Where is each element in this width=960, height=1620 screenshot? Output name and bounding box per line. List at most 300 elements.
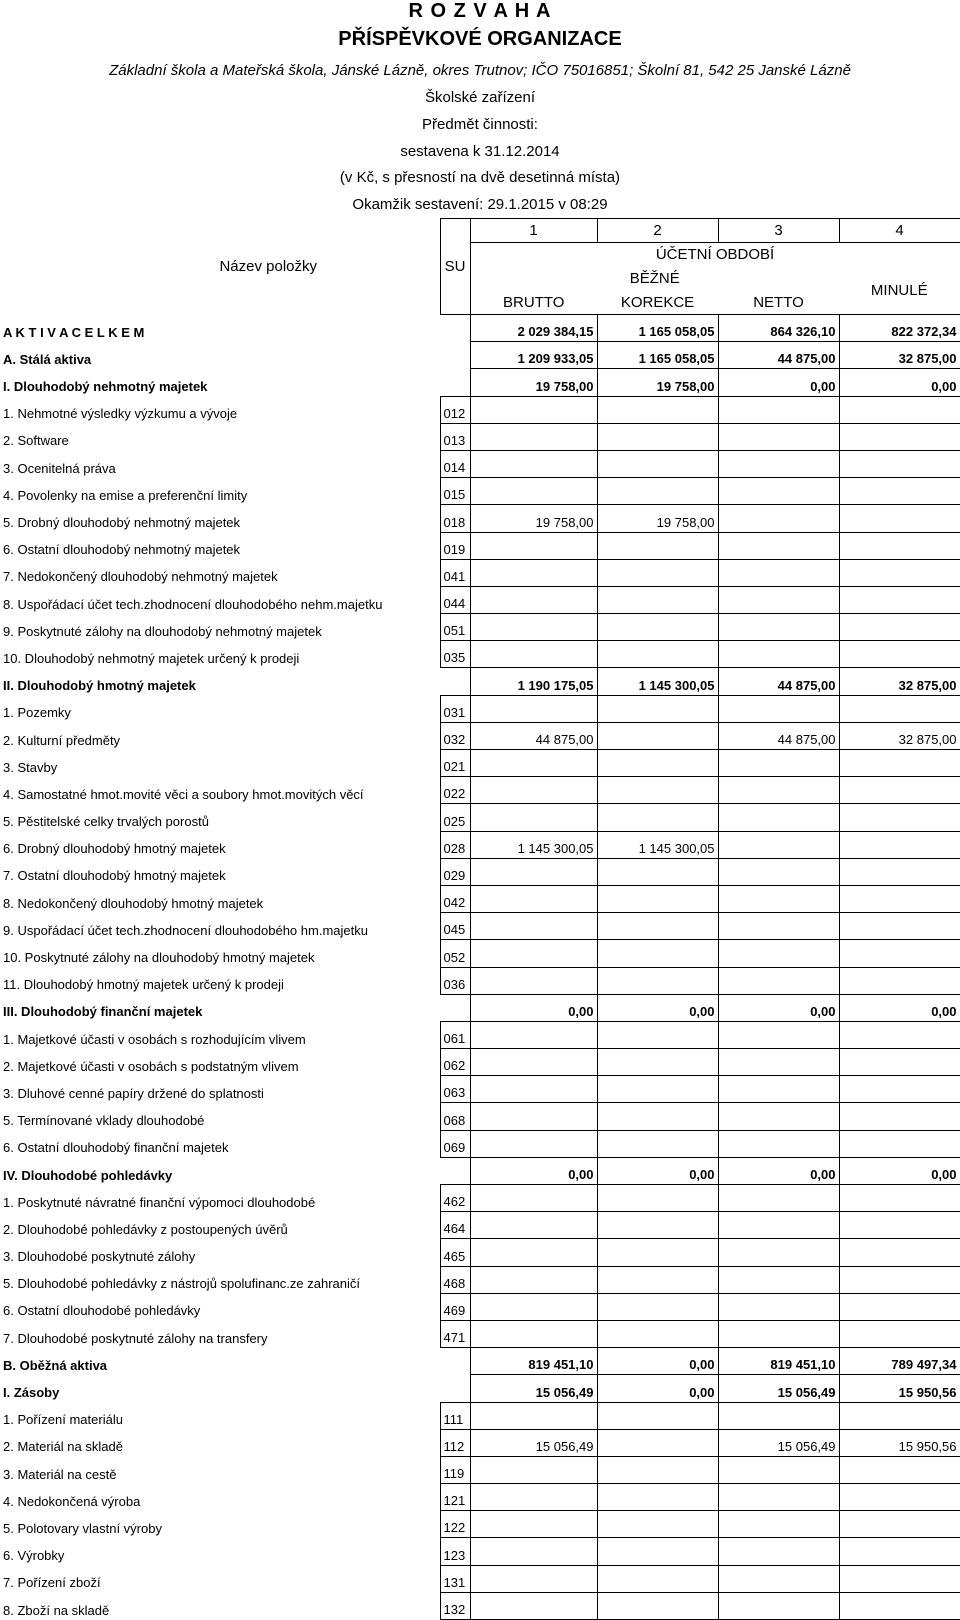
row-brutto <box>470 423 597 450</box>
row-name: B. Oběžná aktiva <box>3 1357 108 1373</box>
row-korekce: 0,00 <box>597 994 718 1021</box>
row-name: I. Dlouhodobý nehmotný majetek <box>3 379 208 395</box>
table-row <box>0 668 960 695</box>
row-su: 019 <box>440 532 470 559</box>
row-minule: 15 950,56 <box>839 1375 960 1402</box>
row-netto <box>718 804 839 831</box>
row-brutto: 1 209 933,05 <box>470 342 597 369</box>
row-korekce: 1 165 058,05 <box>597 315 718 342</box>
column-number-3: 3 <box>718 219 839 243</box>
row-minule: 32 875,00 <box>839 668 960 695</box>
row-su: 028 <box>440 831 470 858</box>
row-korekce <box>597 1511 718 1538</box>
row-minule <box>839 1130 960 1157</box>
row-korekce: 1 145 300,05 <box>597 831 718 858</box>
row-name: 2. Majetkové účasti v osobách s podstatným vlivem <box>3 1058 299 1074</box>
row-name: 8. Nedokončený dlouhodobý hmotný majetek <box>3 895 264 911</box>
row-brutto <box>470 1185 597 1212</box>
row-brutto <box>470 1565 597 1592</box>
row-brutto <box>470 1592 597 1619</box>
row-netto: 44 875,00 <box>718 668 839 695</box>
row-korekce <box>597 559 718 586</box>
row-minule: 0,00 <box>839 1157 960 1184</box>
row-su: 122 <box>440 1511 470 1538</box>
table-row <box>0 967 960 994</box>
table-row <box>0 1157 960 1184</box>
row-netto <box>718 940 839 967</box>
row-korekce <box>597 1565 718 1592</box>
row-name: 6. Ostatní dlouhodobý nehmotný majetek <box>3 542 241 558</box>
row-minule <box>839 586 960 613</box>
row-brutto <box>470 1293 597 1320</box>
row-name: 6. Ostatní dlouhodobý finanční majetek <box>3 1140 229 1156</box>
row-minule <box>839 1592 960 1619</box>
table-row <box>0 1212 960 1239</box>
row-korekce <box>597 1320 718 1347</box>
table-row <box>0 1429 960 1456</box>
row-su: 035 <box>440 641 470 668</box>
row-name: 2. Dlouhodobé pohledávky z postoupených úvěrů <box>3 1221 288 1237</box>
table-row <box>0 885 960 912</box>
row-minule <box>839 750 960 777</box>
row-name: 8. Uspořádací účet tech.zhodnocení dlouhodobého nehm.majetku <box>3 596 383 612</box>
table-row <box>0 1565 960 1592</box>
row-brutto <box>470 750 597 777</box>
row-minule <box>839 1456 960 1483</box>
table-row <box>0 1076 960 1103</box>
row-netto <box>718 1185 839 1212</box>
row-netto <box>718 1538 839 1565</box>
row-netto <box>718 1320 839 1347</box>
row-minule <box>839 913 960 940</box>
column-number-1: 1 <box>470 219 597 243</box>
table-row <box>0 994 960 1021</box>
row-su: 044 <box>440 586 470 613</box>
row-netto <box>718 695 839 722</box>
row-su: 068 <box>440 1103 470 1130</box>
row-netto <box>718 1592 839 1619</box>
row-minule <box>839 423 960 450</box>
row-korekce <box>597 1130 718 1157</box>
row-netto: 0,00 <box>718 369 839 396</box>
table-row <box>0 831 960 858</box>
row-korekce <box>597 777 718 804</box>
row-korekce <box>597 1049 718 1076</box>
row-netto <box>718 831 839 858</box>
row-brutto: 2 029 384,15 <box>470 315 597 342</box>
table-row <box>0 1320 960 1347</box>
row-name: 5. Termínované vklady dlouhodobé <box>3 1113 205 1129</box>
row-brutto <box>470 532 597 559</box>
row-su: 015 <box>440 478 470 505</box>
row-korekce <box>597 1538 718 1565</box>
row-minule <box>839 777 960 804</box>
row-su: 123 <box>440 1538 470 1565</box>
row-name: 4. Samostatné hmot.movité věci a soubory hmot.movitých věcí <box>3 786 364 802</box>
row-netto <box>718 1103 839 1130</box>
table-row <box>0 804 960 831</box>
row-minule: 32 875,00 <box>839 342 960 369</box>
column-header-korekce: KOREKCE <box>597 291 718 315</box>
row-name: 5. Dlouhodobé pohledávky z nástrojů spolufinanc.ze zahraničí <box>3 1276 361 1292</box>
row-brutto: 44 875,00 <box>470 722 597 749</box>
table-row <box>0 315 960 342</box>
row-su: 112 <box>440 1429 470 1456</box>
row-minule <box>839 1402 960 1429</box>
row-korekce <box>597 967 718 994</box>
row-brutto <box>470 1076 597 1103</box>
row-brutto: 0,00 <box>470 1157 597 1184</box>
row-name: 4. Nedokončená výroba <box>3 1493 141 1509</box>
row-brutto <box>470 559 597 586</box>
row-su <box>440 342 470 369</box>
document-subtitle: PŘÍSPĚVKOVÉ ORGANIZACE <box>338 28 622 50</box>
row-minule: 789 497,34 <box>839 1348 960 1375</box>
row-minule <box>839 1103 960 1130</box>
row-korekce <box>597 1266 718 1293</box>
row-netto <box>718 586 839 613</box>
row-netto <box>718 967 839 994</box>
facility-label: Školské zařízení <box>424 89 536 106</box>
document-title: R O Z V A H A <box>408 0 552 22</box>
table-row <box>0 777 960 804</box>
row-korekce <box>597 1239 718 1266</box>
table-row <box>0 614 960 641</box>
row-minule <box>839 1049 960 1076</box>
row-name: 1. Pořízení materiálu <box>3 1412 123 1428</box>
row-su: 119 <box>440 1456 470 1483</box>
row-name: 3. Stavby <box>3 759 58 775</box>
row-brutto <box>470 614 597 641</box>
row-netto <box>718 641 839 668</box>
row-name: 5. Polotovary vlastní výroby <box>3 1520 162 1536</box>
row-korekce <box>597 1484 718 1511</box>
row-name: 2. Materiál na skladě <box>3 1439 123 1455</box>
row-brutto <box>470 1320 597 1347</box>
table-row <box>0 1239 960 1266</box>
table-row <box>0 586 960 613</box>
row-name: 1. Majetkové účasti v osobách s rozhodujícím vlivem <box>3 1031 306 1047</box>
row-korekce <box>597 1076 718 1103</box>
row-minule <box>839 1293 960 1320</box>
row-name: 8. Zboží na skladě <box>3 1602 110 1618</box>
table-row <box>0 1484 960 1511</box>
row-brutto <box>470 858 597 885</box>
row-su: 121 <box>440 1484 470 1511</box>
compiled-date: sestavena k 31.12.2014 <box>400 143 560 160</box>
table-row <box>0 1375 960 1402</box>
row-minule <box>839 1185 960 1212</box>
row-minule <box>839 858 960 885</box>
row-korekce <box>597 1429 718 1456</box>
row-netto <box>718 505 839 532</box>
row-brutto <box>470 1103 597 1130</box>
row-name: 2. Kulturní předměty <box>3 732 121 748</box>
balance-sheet-table <box>0 218 960 1620</box>
row-brutto <box>470 1049 597 1076</box>
row-name: 7. Ostatní dlouhodobý hmotný majetek <box>3 868 226 884</box>
row-name: 2. Software <box>3 433 69 449</box>
row-su: 029 <box>440 858 470 885</box>
row-su: 069 <box>440 1130 470 1157</box>
table-row <box>0 1293 960 1320</box>
row-brutto <box>470 478 597 505</box>
organization-info: Základní škola a Mateřská škola, Jánské Lázně, okres Trutnov; IČO 75016851; Školní 81, 542 25 Janské Lázně <box>109 62 851 79</box>
row-netto <box>718 1266 839 1293</box>
row-name: 3. Ocenitelná práva <box>3 460 116 476</box>
table-row <box>0 505 960 532</box>
row-korekce <box>597 885 718 912</box>
table-row <box>0 750 960 777</box>
row-brutto <box>470 586 597 613</box>
row-su: 036 <box>440 967 470 994</box>
row-minule <box>839 695 960 722</box>
table-row <box>0 940 960 967</box>
row-brutto <box>470 1021 597 1048</box>
row-netto <box>718 1456 839 1483</box>
row-brutto <box>470 1456 597 1483</box>
row-brutto <box>470 1484 597 1511</box>
column-header-name: Název položky <box>219 258 318 275</box>
row-su <box>440 668 470 695</box>
row-brutto: 819 451,10 <box>470 1348 597 1375</box>
table-row <box>0 1185 960 1212</box>
table-row <box>0 1130 960 1157</box>
row-brutto <box>470 450 597 477</box>
row-korekce <box>597 1402 718 1429</box>
row-netto <box>718 1049 839 1076</box>
column-number-4: 4 <box>839 219 960 243</box>
row-minule <box>839 967 960 994</box>
row-netto: 44 875,00 <box>718 342 839 369</box>
row-su <box>440 315 470 342</box>
row-name: 3. Dlouhodobé poskytnuté zálohy <box>3 1249 196 1265</box>
row-brutto <box>470 777 597 804</box>
table-row <box>0 858 960 885</box>
table-row <box>0 1103 960 1130</box>
row-korekce <box>597 750 718 777</box>
row-brutto: 15 056,49 <box>470 1375 597 1402</box>
table-row <box>0 1511 960 1538</box>
row-name: 4. Povolenky na emise a preferenční limity <box>3 487 248 503</box>
row-netto <box>718 777 839 804</box>
row-brutto: 15 056,49 <box>470 1429 597 1456</box>
row-brutto <box>470 913 597 940</box>
row-brutto <box>470 1212 597 1239</box>
row-minule <box>839 396 960 423</box>
row-su: 041 <box>440 559 470 586</box>
row-su: 012 <box>440 396 470 423</box>
row-brutto: 1 190 175,05 <box>470 668 597 695</box>
row-minule: 15 950,56 <box>839 1429 960 1456</box>
row-su: 131 <box>440 1565 470 1592</box>
row-netto: 0,00 <box>718 1157 839 1184</box>
row-minule <box>839 804 960 831</box>
row-netto: 819 451,10 <box>718 1348 839 1375</box>
row-korekce <box>597 1592 718 1619</box>
table-row <box>0 1021 960 1048</box>
row-minule <box>839 1212 960 1239</box>
row-name: IV. Dlouhodobé pohledávky <box>3 1167 173 1183</box>
row-name: A K T I V A C E L K E M <box>3 324 145 340</box>
row-name: 10. Dlouhodobý nehmotný majetek určený k prodeji <box>3 650 300 666</box>
row-minule <box>839 1511 960 1538</box>
row-minule <box>839 1565 960 1592</box>
row-name: 1. Nehmotné výsledky výzkumu a vývoje <box>3 406 238 422</box>
row-name: 7. Nedokončený dlouhodobý nehmotný majetek <box>3 569 278 585</box>
row-netto <box>718 1402 839 1429</box>
row-name: 5. Drobný dlouhodobý nehmotný majetek <box>3 515 241 530</box>
row-minule <box>839 885 960 912</box>
row-korekce <box>597 478 718 505</box>
column-header-previous: MINULÉ <box>839 267 960 315</box>
table-row <box>0 478 960 505</box>
row-korekce: 19 758,00 <box>597 505 718 532</box>
table-row <box>0 450 960 477</box>
row-brutto <box>470 1511 597 1538</box>
row-minule <box>839 478 960 505</box>
row-netto <box>718 450 839 477</box>
row-netto: 15 056,49 <box>718 1429 839 1456</box>
row-name: 6. Ostatní dlouhodobé pohledávky <box>3 1303 201 1319</box>
row-name: III. Dlouhodobý finanční majetek <box>3 1004 203 1020</box>
row-netto: 15 056,49 <box>718 1375 839 1402</box>
row-korekce <box>597 450 718 477</box>
row-minule <box>839 1239 960 1266</box>
row-name: 3. Materiál na cestě <box>3 1466 117 1482</box>
row-netto <box>718 1239 839 1266</box>
table-row <box>0 423 960 450</box>
row-brutto: 0,00 <box>470 994 597 1021</box>
table-row <box>0 369 960 396</box>
row-minule <box>839 614 960 641</box>
row-name: II. Dlouhodobý hmotný majetek <box>3 678 196 694</box>
row-minule <box>839 1320 960 1347</box>
row-su <box>440 369 470 396</box>
row-korekce <box>597 913 718 940</box>
row-minule <box>839 532 960 559</box>
row-brutto <box>470 940 597 967</box>
table-row <box>0 1348 960 1375</box>
table-row <box>0 1266 960 1293</box>
row-name: 6. Výrobky <box>3 1548 65 1564</box>
row-netto <box>718 913 839 940</box>
row-korekce <box>597 614 718 641</box>
compiled-moment: Okamžik sestavení: 29.1.2015 v 08:29 <box>352 196 608 213</box>
row-minule: 32 875,00 <box>839 722 960 749</box>
row-korekce <box>597 532 718 559</box>
row-minule: 0,00 <box>839 369 960 396</box>
row-korekce <box>597 1185 718 1212</box>
row-netto <box>718 1565 839 1592</box>
row-netto <box>718 885 839 912</box>
row-brutto <box>470 804 597 831</box>
row-su: 063 <box>440 1076 470 1103</box>
row-netto <box>718 1212 839 1239</box>
row-brutto <box>470 695 597 722</box>
row-brutto <box>470 396 597 423</box>
row-minule <box>839 450 960 477</box>
row-netto <box>718 532 839 559</box>
row-korekce <box>597 641 718 668</box>
table-row <box>0 641 960 668</box>
row-minule: 822 372,34 <box>839 315 960 342</box>
row-brutto <box>470 1130 597 1157</box>
row-netto <box>718 614 839 641</box>
row-netto: 0,00 <box>718 994 839 1021</box>
column-header-brutto: BRUTTO <box>470 291 597 315</box>
row-netto <box>718 1076 839 1103</box>
row-korekce: 1 145 300,05 <box>597 668 718 695</box>
row-su: 132 <box>440 1592 470 1619</box>
row-su: 111 <box>440 1402 470 1429</box>
row-korekce <box>597 1293 718 1320</box>
row-su <box>440 1157 470 1184</box>
row-netto <box>718 750 839 777</box>
row-name: 10. Poskytnuté zálohy na dlouhodobý hmotný majetek <box>3 950 315 965</box>
row-minule <box>839 1266 960 1293</box>
row-name: 9. Uspořádací účet tech.zhodnocení dlouhodobého hm.majetku <box>3 922 368 938</box>
row-brutto <box>470 641 597 668</box>
row-netto <box>718 1293 839 1320</box>
row-netto <box>718 1511 839 1538</box>
row-su: 052 <box>440 940 470 967</box>
row-netto <box>718 1484 839 1511</box>
row-name: 5. Pěstitelské celky trvalých porostů <box>3 814 209 830</box>
row-minule <box>839 1021 960 1048</box>
table-row <box>0 1538 960 1565</box>
row-minule <box>839 641 960 668</box>
row-korekce: 1 165 058,05 <box>597 342 718 369</box>
row-netto <box>718 1021 839 1048</box>
row-su <box>440 994 470 1021</box>
row-minule <box>839 831 960 858</box>
column-header-netto: NETTO <box>718 291 839 315</box>
column-header-period: ÚČETNÍ OBDOBÍ <box>470 243 960 267</box>
row-su: 022 <box>440 777 470 804</box>
row-korekce <box>597 804 718 831</box>
row-brutto <box>470 1239 597 1266</box>
row-su: 013 <box>440 423 470 450</box>
row-su <box>440 1348 470 1375</box>
row-su: 045 <box>440 913 470 940</box>
row-name: 11. Dlouhodobý hmotný majetek určený k prodeji <box>3 977 284 993</box>
row-korekce <box>597 1212 718 1239</box>
row-su: 462 <box>440 1185 470 1212</box>
row-brutto: 19 758,00 <box>470 505 597 532</box>
row-netto: 44 875,00 <box>718 722 839 749</box>
activity-label: Předmět činnosti: <box>422 116 538 133</box>
row-korekce <box>597 858 718 885</box>
row-korekce <box>597 1021 718 1048</box>
row-su: 021 <box>440 750 470 777</box>
row-brutto <box>470 1266 597 1293</box>
row-su: 469 <box>440 1293 470 1320</box>
row-su: 468 <box>440 1266 470 1293</box>
row-korekce: 0,00 <box>597 1348 718 1375</box>
row-su: 061 <box>440 1021 470 1048</box>
row-su: 014 <box>440 450 470 477</box>
table-row <box>0 1592 960 1619</box>
row-korekce <box>597 396 718 423</box>
table-row <box>0 342 960 369</box>
row-brutto <box>470 967 597 994</box>
row-su: 062 <box>440 1049 470 1076</box>
row-korekce <box>597 940 718 967</box>
table-row <box>0 1402 960 1429</box>
row-minule <box>839 940 960 967</box>
row-netto <box>718 559 839 586</box>
